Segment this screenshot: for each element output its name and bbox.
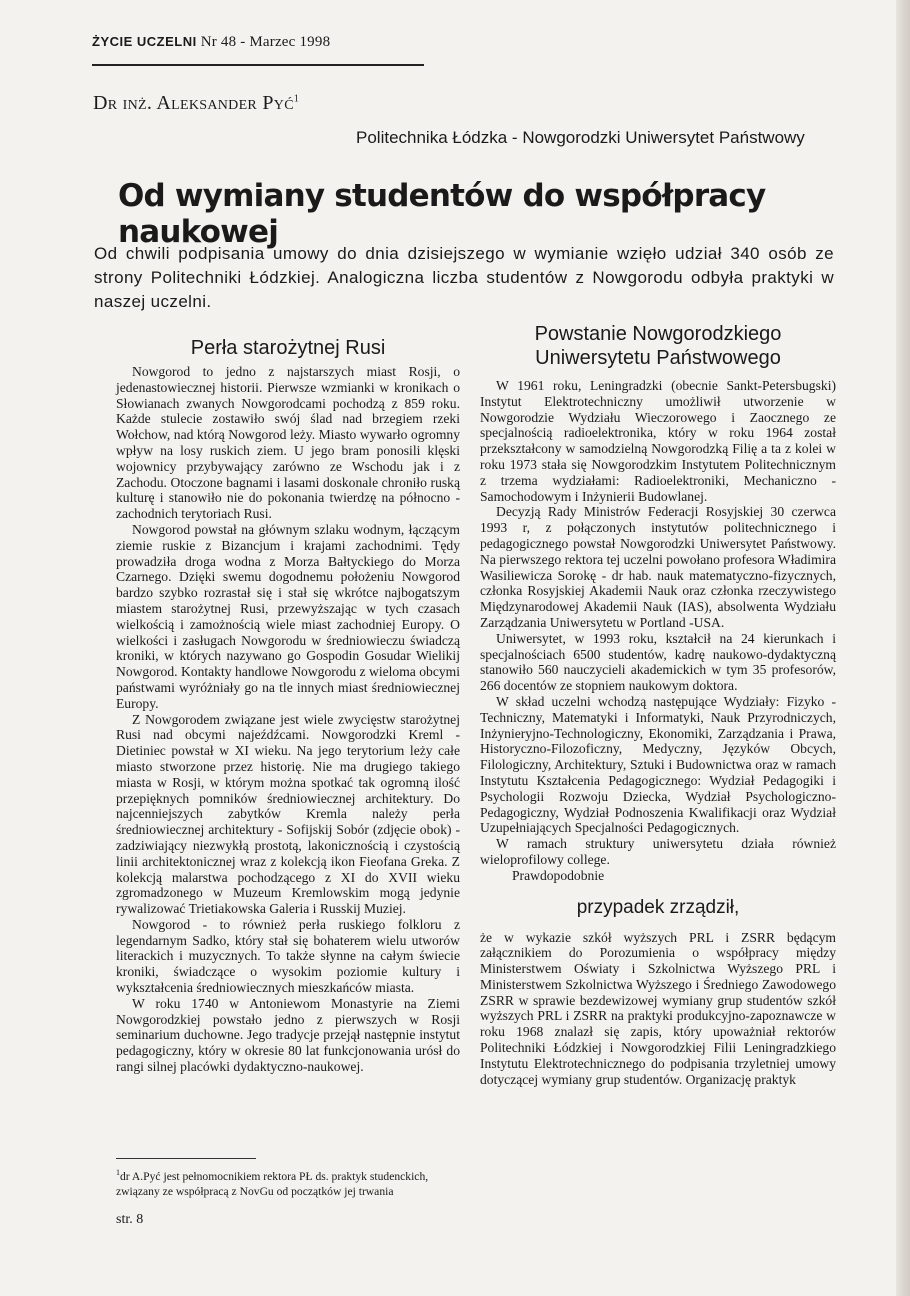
page-edge <box>896 0 910 1296</box>
footnote-rule <box>116 1158 256 1159</box>
running-header <box>92 34 330 51</box>
issue-info: Nr 48 - Marzec 1998 <box>200 34 331 50</box>
magazine-name: ŻYCIE UCZELNI <box>92 34 197 49</box>
left-paragraph-2: Nowgorod powstał na głównym szlaku wodnym, łączącym ziemie ruskie z Bizancjum i krajami zachodnimi. Tędy prowadziła droga wodna z Morza Bałtyckiego do Morza Czarnego. Dzięki swemu dogodnemu położeniu Nowgorod bardzo szybko rozrastał się i stał się wkrótce najbogatszym miastem starożytnej Rusi, przewyższając w tych czasach wielkością i zamożnością wiele miast zachodniej Europy. O wielkości i zasługach Nowgorodu w średniowieczu świadczą kroniki, w których nazywano go Gospodin Gosudar Wielikij Nowgorod. Kontakty handlowe Nowgorodu z wieloma obcymi państwami wyróżniały go na tle innych miast średniowiecznej Europy. <box>116 521 460 711</box>
right-paragraph-2: Decyzją Rady Ministrów Federacji Rosyjskiej 30 czerwca 1993 r, z połączonych instytutów politechnicznego i pedagogicznego powstał Nowgorodzki Uniwersytet Państwowy. Na pierwszego rektora tej uczelni powołano profesora Władimira Wasiliewicza Sorokę - dr hab. nauk matematyczno-fizycznych, członka Rosyjskiej Akademii Nauk oraz członka rzeczywistego Międzynarodowej Akademii Nauk (IAS), absolwenta Wydziału Zarządzania Uniwersytetu w Portland -USA. <box>480 504 836 630</box>
right-paragraph-5: W ramach struktury uniwersytetu działa również wieloprofilowy college. <box>480 836 836 867</box>
right-paragraph-4: W skład uczelni wchodzą następujące Wydziały: Fizyko - Techniczny, Matematyki i Informatyki, Nauk Przyrodniczych, Inżynieryjno-Technologiczny, Ekonomiki, Zarządzania i Prawa, Historyczno-Filozoficzny, Medyczny, Języków Obcych, Filologiczny, Architektury, Sztuki i Budownictwa oraz w ramach Instytutu Kształcenia Pedagogicznego: Wydział Pedagogiki i Psychologii Rozwoju Dziecka, Wydział Psychologiczno-Pedagogiczny, Wydział Podnoszenia Kwalifikacji oraz Wydział Uzupełniających Specjalności Pedagogicznych. <box>480 693 836 836</box>
left-paragraph-4: Nowgorod - to również perła ruskiego folkloru z legendarnym Sadko, który stał się bohaterem wielu utworów literackich i muzycznych. To także słynne na całym świecie kroniki, świadczące o wysokim poziomie kultury i wykształcenia średniowiecznych mieszkańców miasta. <box>116 916 460 996</box>
right-subheading: przypadek zrządził, <box>576 896 740 918</box>
author-name: Dr inż. Aleksander Pyć <box>93 92 294 114</box>
article-title: Od wymiany studentów do współpracy naukowej <box>118 178 766 250</box>
footnote <box>116 1165 466 1199</box>
right-prawdopodobnie: Prawdopodobnie <box>512 867 605 883</box>
header-rule <box>92 64 424 66</box>
left-paragraph-1: Nowgorod to jedno z najstarszych miast Rosji, o jedenastowiecznej historii. Pierwsze wzmianki w kronikach o Słowianach zwanych Nowgorodcami pochodzą z 859 roku. Każde stulecie zostawiło swój ślad nad brzegiem rzeki Wołchow, nad którą Nowgorod leży. Miasto wywarło ogromny wpływ na losy ruskich ziem. U jego bram ponosili klęski wojownicy przybywający zarówno ze Wschodu jak i z Zachodu. Otoczone bagnami i lasami doskonale chroniło ruską kulturę i stanowiło nie do pokonania twierdzę na północno - zachodnich terytoriach Rusi. <box>116 364 460 522</box>
footnote-text: dr A.Pyć jest pełnomocnikiem rektora PŁ ds. praktyk studenckich, związany ze współpracą z NovGu od początków jej trwania <box>116 1169 429 1198</box>
left-paragraph-5: W roku 1740 w Antoniewom Monastyrie na Ziemi Nowgorodzkiej powstało jedno z pierwszych w Rosji seminarium duchowne. Jego tradycje przejął następnie instytut pedagogiczny, który w okresie 80 lat funkcjonowania urósł do rangi silnej placówki dydaktyczno-naukowej. <box>116 995 460 1075</box>
footnote-mark: 1 <box>116 1168 120 1177</box>
author-line <box>93 92 299 115</box>
left-column <box>116 364 460 1075</box>
right-final-paragraph: że w wykazie szkół wyższych PRL i ZSRR będącym załącznikiem do Porozumienia o współpracy między Ministerstwem Oświaty i Szkolnictwa Wyższego PRL i Ministerstwem Szkolnictwa Wyższego i Średniego Zawodowego ZSRR w sprawie bezdewizowej wymiany grup studentów szkół wyższych PRL i ZSRR na praktyki produkcyjno-zapoznawcze w roku 1968 znalazł się zapis, który upoważniał rektorów Politechniki Łódzkiej i Nowgorodzkiej Filii Leningradzkiego Instytutu Elektrotechnicznego do podpisania trzyletniej umowy dotyczącej wymiany grup studentów. Organizację praktyk <box>480 929 836 1087</box>
left-paragraph-3: Z Nowgorodem związane jest wiele zwycięstw starożytnej Rusi nad obcymi najeźdźcami. Nowgorodzki Kreml - Dietiniec powstał w XI wieku. Na jego terytorium leży całe miasto stworzone przez historię. Nie ma drugiego takiego miasta w Rosji, w którym można spotkać tak ogromną ilość przepięknych pomników średniowiecznej architektury. Do najcenniejszych zabytków Kremla należy perła średniowiecznej architektury - Sofijskij Sobór (zdjęcie obok) - zadziwiający niezwykłą prostotą, lakonicznością i czystością linii architektonicznej wraz z kolekcją ikon Fieofana Greka. Z kolekcją malarstwa pochodzącego z XI do XVII wieku zgromadzonego w Muzeum Kremlowskim mogą jedynie rywalizować Trietiakowska Galeria i Russkij Muziej. <box>116 711 460 917</box>
affiliation: Politechnika Łódzka - Nowgorodzki Uniwersytet Państwowy <box>356 128 805 147</box>
right-paragraph-1: W 1961 roku, Leningradzki (obecnie Sankt-Petersbugski) Instytut Elektrotechniczny umożliwił utworzenie w Nowgorodzie Wydziału Wieczorowego i Zaocznego ze specjalnością radioelektronika, który w roku 1964 został przekształcony w samodzielną Nowgorodzką Filię a ta z kolei w roku 1973 stała się Nowgorodzkim Instytutem Politechnicznym z trzema wydziałami: Radioelektroniki, Mechaniczno - Samochodowym i Inżynierii Budowlanej. <box>480 378 836 504</box>
right-paragraph-3: Uniwersytet, w 1993 roku, kształcił na 24 kierunkach i specjalnościach 6500 studentów, kadrę naukowo-dydaktyczną stanowiło 560 nauczycieli akademickich w tym 35 profesorów, 266 docentów ze stopniem naukowym doktora. <box>480 630 836 694</box>
author-footnote-mark: 1 <box>293 93 300 105</box>
page-number: str. 8 <box>116 1212 144 1227</box>
left-column-heading: Perła starożytnej Rusi <box>190 337 386 359</box>
right-column-heading: Powstanie Nowgorodzkiego Uniwersytetu Państwowego <box>534 323 782 369</box>
lead-paragraph: Od chwili podpisania umowy do dnia dzisiejszego w wymianie wzięło udział 340 osób ze strony Politechniki Łódzkiej. Analogiczna liczba studentów z Nowgorodu odbyła praktyki w naszej uczelni. <box>94 244 834 311</box>
right-column <box>480 378 836 1087</box>
